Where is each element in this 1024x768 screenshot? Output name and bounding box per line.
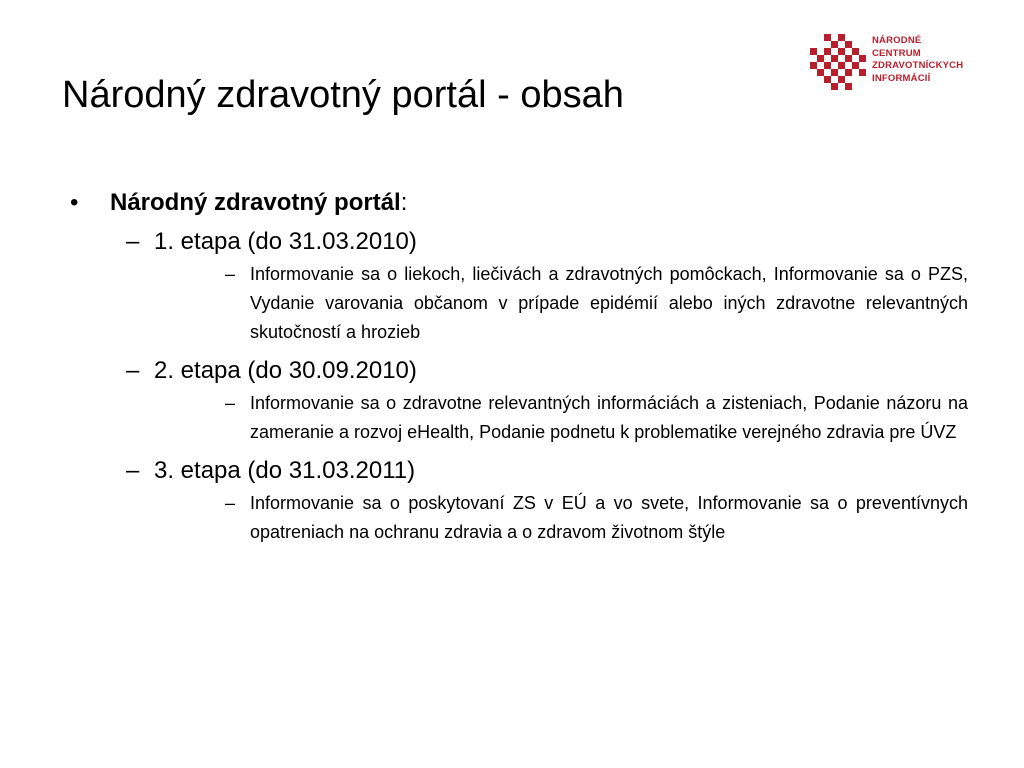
logo-cell <box>845 55 852 62</box>
etapa-detail-text: Informovanie sa o liekoch, liečivách a zdravotných pomôckach, Informovanie sa o PZS, Vydanie varovania občanom v prípade epidémií alebo iných zdravotne relevantných skutočností a hrozieb <box>250 264 968 342</box>
logo-cell <box>859 69 866 76</box>
etapa-detail-text: Informovanie sa o poskytovaní ZS v EÚ a vo svete, Informovanie sa o preventívnych opatreniach na ochranu zdravia a o zdravom životnom štýle <box>250 493 968 542</box>
logo-cell <box>845 41 852 48</box>
logo-cell <box>831 69 838 76</box>
logo-cell <box>838 62 845 69</box>
bullet-main <box>70 183 975 223</box>
logo-cell <box>831 55 838 62</box>
main-item-suffix: : <box>400 189 408 216</box>
dash-icon: – <box>126 457 140 484</box>
dash-icon: – <box>225 264 236 284</box>
etapa-detail-text: Informovanie sa o zdravotne relevantných informáciách a zisteniach, Podanie názoru na zameranie a rozvoj eHealth, Podanie podnetu k problematike verejného zdravia pre ÚVZ <box>250 393 968 442</box>
logo-cell <box>824 62 831 69</box>
logo-cell <box>810 48 817 55</box>
logo-cell <box>817 69 824 76</box>
nczi-logo <box>810 34 1000 90</box>
etapa-label: 3. etapa (do 31.03.2011) <box>154 457 416 484</box>
dash-icon: – <box>126 357 140 384</box>
etapa-detail <box>225 389 968 447</box>
logo-text <box>872 35 963 85</box>
etapa-heading <box>70 354 975 388</box>
logo-cell <box>810 62 817 69</box>
logo-cell <box>838 76 845 83</box>
logo-cell <box>845 69 852 76</box>
etapa-label: 2. etapa (do 30.09.2010) <box>154 357 417 384</box>
main-item-label: Národný zdravotný portál <box>110 189 401 216</box>
slide-content <box>70 183 975 554</box>
logo-cell <box>852 62 859 69</box>
etapa-detail <box>225 489 968 547</box>
logo-cell <box>838 34 845 41</box>
logo-cell <box>824 48 831 55</box>
logo-line: CENTRUM <box>872 47 921 59</box>
logo-cell <box>831 41 838 48</box>
logo-line: ZDRAVOTNÍCKYCH <box>872 60 964 71</box>
etapa-heading <box>70 225 975 259</box>
logo-line: NÁRODNÉ <box>872 35 922 46</box>
etapa-heading <box>70 454 975 488</box>
slide-title: Národný zdravotný portál - obsah <box>62 74 624 116</box>
logo-line: INFORMÁCIÍ <box>872 72 931 84</box>
dash-icon: – <box>126 228 140 255</box>
logo-cell <box>831 83 838 90</box>
logo-cell <box>845 83 852 90</box>
etapa-detail <box>225 260 968 347</box>
logo-cell <box>852 48 859 55</box>
etapa-label: 1. etapa (do 31.03.2010) <box>154 228 417 255</box>
logo-cell <box>838 48 845 55</box>
logo-cell <box>817 55 824 62</box>
logo-cell <box>859 55 866 62</box>
dash-icon: – <box>225 493 236 513</box>
bullet-dot-icon: • <box>70 189 79 216</box>
logo-cell <box>824 76 831 83</box>
dash-icon: – <box>225 393 236 413</box>
logo-cell <box>824 34 831 41</box>
checkered-cross-logo-icon <box>810 34 866 90</box>
